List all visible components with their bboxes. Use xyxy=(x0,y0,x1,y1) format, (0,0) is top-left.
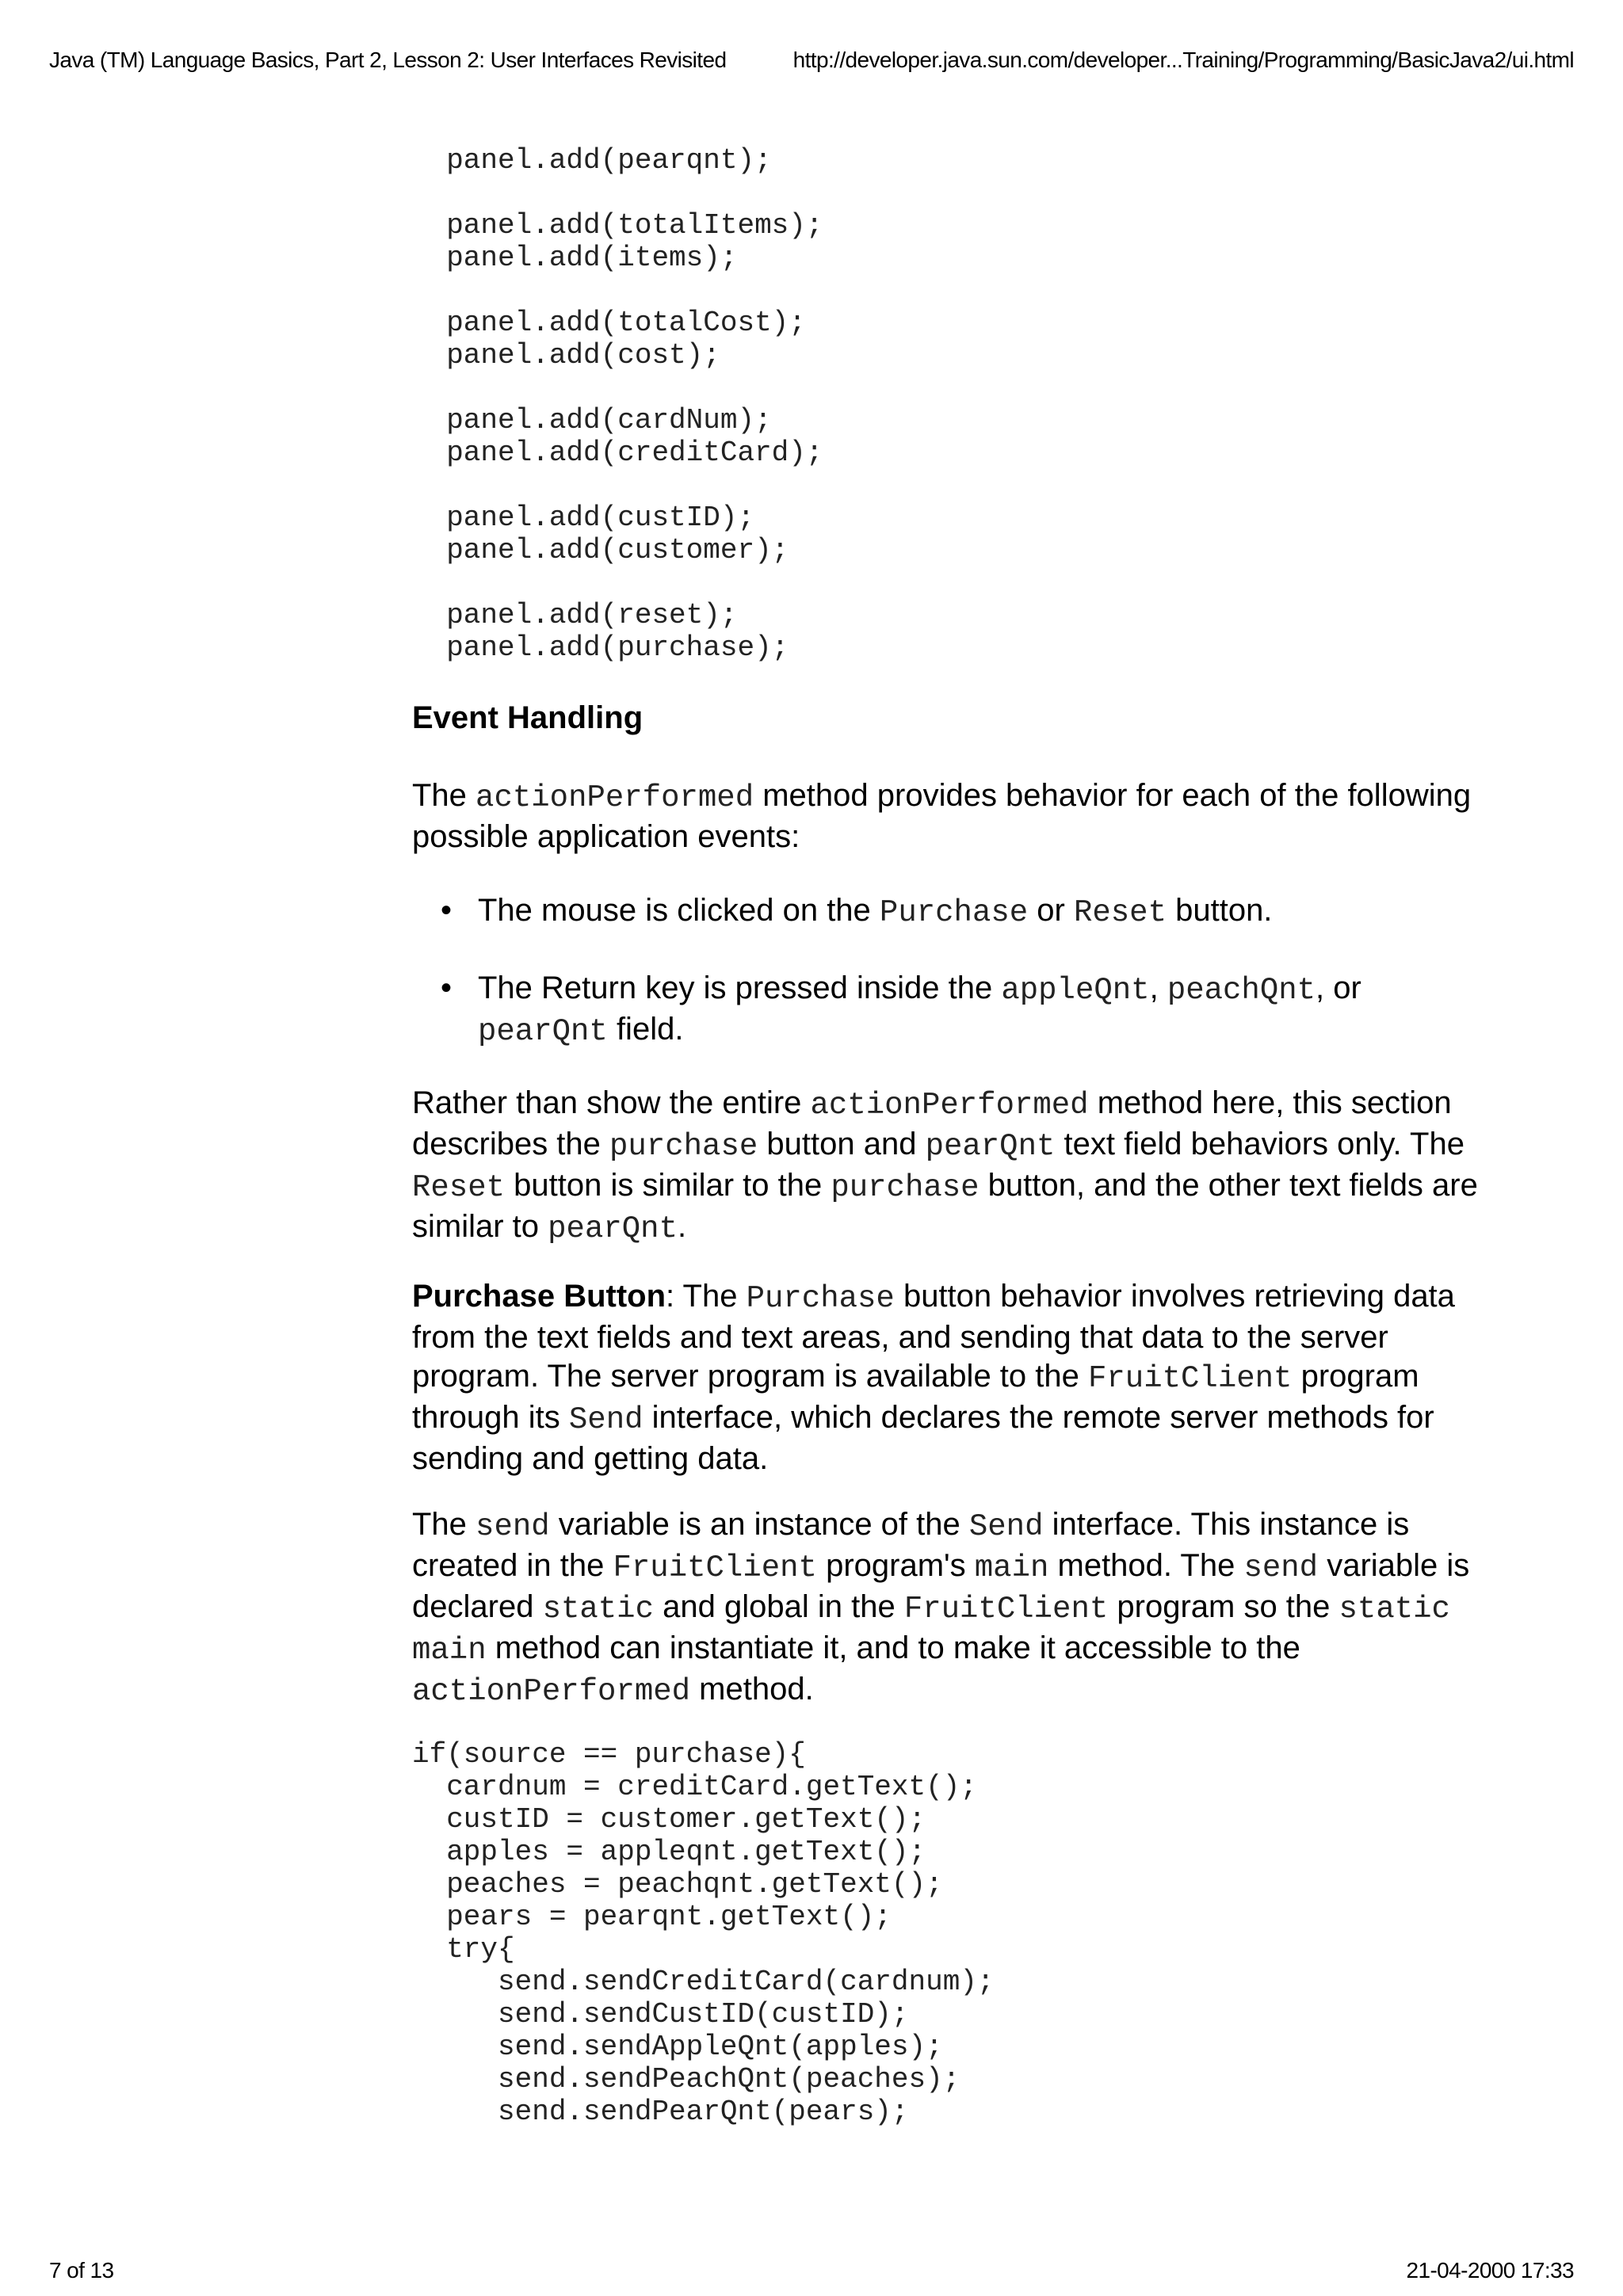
page-header xyxy=(49,48,1574,73)
page-footer xyxy=(49,2258,1574,2283)
code-block-purchase: if(source == purchase){ cardnum = creditCard.getText(); custID = customer.getText(); apples = appleqnt.getText(); peaches = peachqnt.getText(); pears = pearqnt.getText(); try{ send.sendCreditCard(cardnum); send.sendCustID(custID); send.sendAppleQnt(apples); send.sendPeachQnt(peaches); send.sendPearQnt(pears); xyxy=(412,1738,995,2128)
code-block-panel-add: panel.add(pearqnt); panel.add(totalItems); panel.add(items); panel.add(totalCost); panel.add(cost); panel.add(cardNum); panel.add(creditCard); panel.add(custID); panel.add(customer); panel.add(reset); panel.add(purchase); xyxy=(446,144,823,664)
list-item: • The Return key is pressed inside the appleQnt, peachQnt, or pearQnt field. xyxy=(441,971,1361,1049)
events-list xyxy=(412,891,1490,1088)
paragraph-action-performed: The actionPerformed method provides behavior for each of the following possible application events: xyxy=(412,778,1472,854)
bullet-icon: • xyxy=(441,971,453,1005)
section-heading: Event Handling xyxy=(412,700,643,735)
header-url: http://developer.java.sun.com/developer...Training/Programming/BasicJava2/ui.html xyxy=(792,48,1574,72)
header-title: Java (TM) Language Basics, Part 2, Lesson 2: User Interfaces Revisited xyxy=(49,48,727,72)
list-item: • The mouse is clicked on the Purchase or Reset button. xyxy=(441,893,1273,930)
paragraph-send-variable: The send variable is an instance of the Send interface. This instance is created in the FruitClient program's main method. The send variable is declared static and global in the FruitClient program so the static main method can instantiate it, and to make it accessible to the actionPerformed method. xyxy=(412,1507,1470,1709)
bullet-icon: • xyxy=(441,893,453,928)
paragraph-overview: Rather than show the entire actionPerformed method here, this section describes the purchase button and pearQnt text field behaviors only. The Reset button is similar to the purchase button, and the other text fields are similar to pearQnt. xyxy=(412,1085,1478,1246)
page-number: 7 of 13 xyxy=(49,2258,114,2283)
paragraph-purchase-button: Purchase Button: The Purchase button behavior involves retrieving data from the text fields and text areas, and sending that data to the server program. The server program is available to the FruitClient program through its Send interface, which declares the remote server methods for sending and getting data. xyxy=(412,1279,1455,1476)
print-timestamp: 21-04-2000 17:33 xyxy=(1406,2258,1574,2283)
